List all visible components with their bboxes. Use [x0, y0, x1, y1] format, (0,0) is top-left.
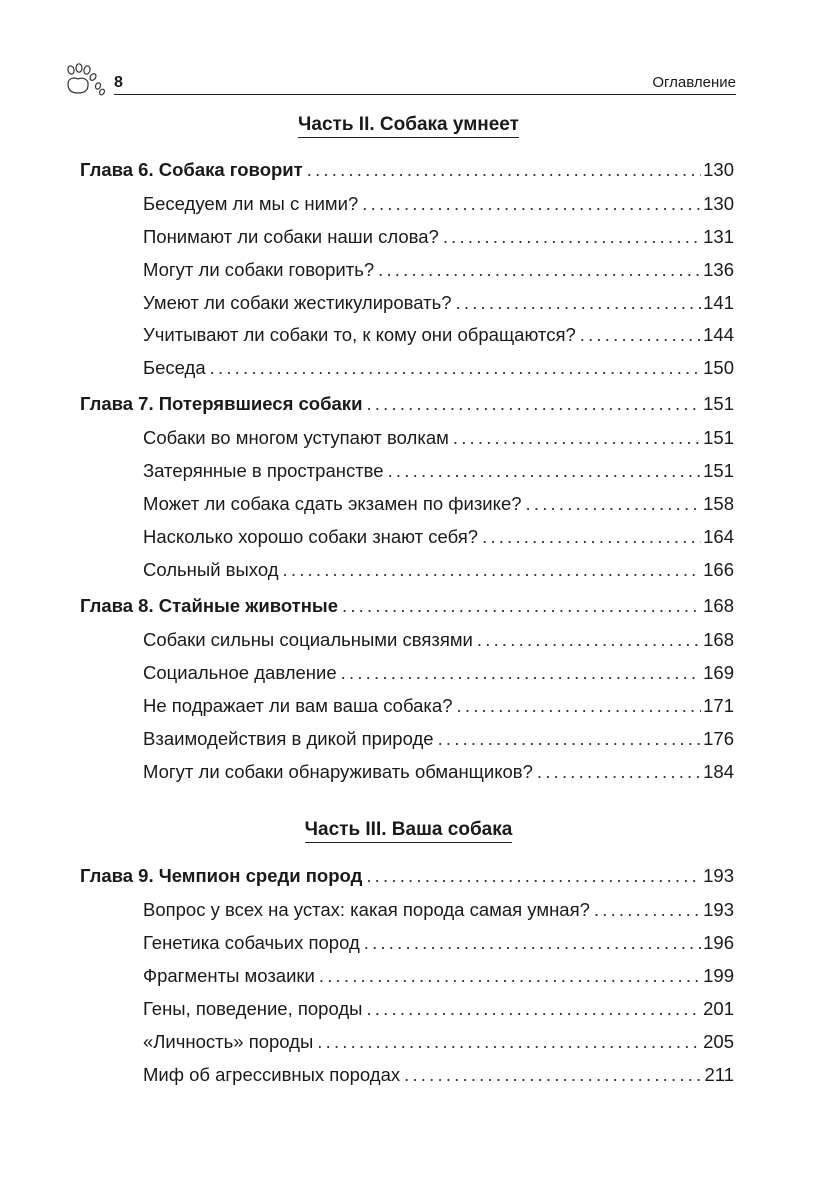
section-title: Беседуем ли мы с ними?	[143, 193, 359, 214]
toc-section[interactable]	[143, 193, 734, 215]
chapter-page: 168	[703, 595, 734, 616]
section-page: 196	[703, 932, 734, 953]
section-page: 211	[704, 1064, 734, 1085]
toc-section[interactable]	[143, 662, 734, 684]
section-page: 150	[703, 357, 734, 378]
chapter-page: 151	[703, 393, 734, 414]
section-page: 141	[703, 292, 734, 313]
dot-leader	[342, 595, 701, 617]
toc-chapter[interactable]	[80, 393, 734, 415]
toc-section[interactable]	[143, 292, 734, 314]
toc-section[interactable]	[143, 324, 734, 346]
chapter-page: 130	[703, 159, 734, 180]
part-title: Часть II. Собака умнеет	[0, 114, 817, 136]
dot-leader	[404, 1064, 702, 1086]
section-title: Миф об агрессивных породах	[143, 1064, 401, 1085]
section-page: 201	[703, 998, 734, 1019]
dot-leader	[307, 159, 701, 181]
chapter-page: 193	[703, 865, 734, 886]
toc-section[interactable]	[143, 460, 734, 482]
toc-section[interactable]	[143, 427, 734, 449]
section-title: Могут ли собаки обнаруживать обманщиков?	[143, 761, 533, 782]
section-title: «Личность» породы	[143, 1031, 314, 1052]
section-page: 171	[703, 695, 734, 716]
section-title: Генетика собачьих пород	[143, 932, 360, 953]
section-page: 169	[703, 662, 734, 683]
section-page: 136	[703, 259, 734, 280]
dot-leader	[366, 998, 701, 1020]
dot-leader	[364, 932, 701, 954]
section-title: Социальное давление	[143, 662, 337, 683]
toc-section[interactable]	[143, 526, 734, 548]
section-page: 151	[703, 427, 734, 448]
section-title: Может ли собака сдать экзамен по физике?	[143, 493, 522, 514]
section-page: 151	[703, 460, 734, 481]
section-page: 158	[703, 493, 734, 514]
toc-chapter[interactable]	[80, 159, 734, 181]
section-title: Учитывают ли собаки то, к кому они обращаются?	[143, 324, 576, 345]
dot-leader	[366, 393, 701, 415]
dot-leader	[388, 460, 702, 482]
chapter-title: Глава 6. Собака говорит	[80, 159, 303, 180]
dot-leader	[438, 728, 702, 750]
dot-leader	[317, 1031, 701, 1053]
section-title: Насколько хорошо собаки знают себя?	[143, 526, 479, 547]
section-page: 131	[703, 226, 734, 247]
header-rule	[114, 94, 736, 95]
chapter-title: Глава 7. Потерявшиеся собаки	[80, 393, 363, 414]
dot-leader	[453, 427, 701, 449]
paw-prints-icon	[58, 62, 106, 98]
dot-leader	[456, 292, 702, 314]
dot-leader	[537, 761, 701, 783]
page-number: 8	[114, 74, 123, 91]
section-page: 164	[703, 526, 734, 547]
dot-leader	[526, 493, 702, 515]
section-page: 130	[703, 193, 734, 214]
dot-leader	[477, 629, 701, 651]
section-title: Собаки сильны социальными связями	[143, 629, 473, 650]
section-title: Сольный выход	[143, 559, 279, 580]
dot-leader	[378, 259, 701, 281]
toc-section[interactable]	[143, 899, 734, 921]
part-title: Часть III. Ваша собака	[0, 819, 817, 841]
section-title: Гены, поведение, породы	[143, 998, 363, 1019]
section-page: 176	[703, 728, 734, 749]
dot-leader	[210, 357, 701, 379]
section-page: 168	[703, 629, 734, 650]
toc-section[interactable]	[143, 1031, 734, 1053]
dot-leader	[443, 226, 701, 248]
section-title: Взаимодействия в дикой природе	[143, 728, 434, 749]
running-title: Оглавление	[652, 74, 736, 91]
section-title: Понимают ли собаки наши слова?	[143, 226, 439, 247]
section-title: Могут ли собаки говорить?	[143, 259, 375, 280]
section-title: Беседа	[143, 357, 206, 378]
toc-section[interactable]	[143, 259, 734, 281]
section-title: Собаки во многом уступают волкам	[143, 427, 449, 448]
dot-leader	[594, 899, 701, 921]
section-page: 144	[703, 324, 734, 345]
dot-leader	[366, 865, 701, 887]
toc-section[interactable]	[143, 728, 734, 750]
toc-section[interactable]	[143, 965, 734, 987]
toc-section[interactable]	[143, 695, 734, 717]
section-page: 193	[703, 899, 734, 920]
dot-leader	[341, 662, 701, 684]
dot-leader	[319, 965, 701, 987]
toc-section[interactable]	[143, 932, 734, 954]
toc-chapter[interactable]	[80, 865, 734, 887]
section-page: 166	[703, 559, 734, 580]
chapter-title: Глава 8. Стайные животные	[80, 595, 338, 616]
dot-leader	[580, 324, 701, 346]
dot-leader	[283, 559, 702, 581]
section-title: Умеют ли собаки жестикулировать?	[143, 292, 452, 313]
section-title: Вопрос у всех на устах: какая порода самая умная?	[143, 899, 590, 920]
toc-section[interactable]	[143, 629, 734, 651]
chapter-title: Глава 9. Чемпион среди пород	[80, 865, 363, 886]
toc-section[interactable]	[143, 493, 734, 515]
toc-section[interactable]	[143, 1064, 734, 1086]
section-page: 199	[703, 965, 734, 986]
page-header	[58, 62, 736, 96]
section-title: Не подражает ли вам ваша собака?	[143, 695, 453, 716]
section-title: Фрагменты мозаики	[143, 965, 315, 986]
dot-leader	[457, 695, 702, 717]
toc-section[interactable]	[143, 559, 734, 581]
section-title: Затерянные в пространстве	[143, 460, 384, 481]
toc-section[interactable]	[143, 357, 734, 379]
section-page: 184	[703, 761, 734, 782]
toc-section[interactable]	[143, 998, 734, 1020]
section-page: 205	[703, 1031, 734, 1052]
dot-leader	[482, 526, 701, 548]
toc-chapter[interactable]	[80, 595, 734, 617]
toc-section[interactable]	[143, 761, 734, 783]
toc-section[interactable]	[143, 226, 734, 248]
dot-leader	[362, 193, 701, 215]
